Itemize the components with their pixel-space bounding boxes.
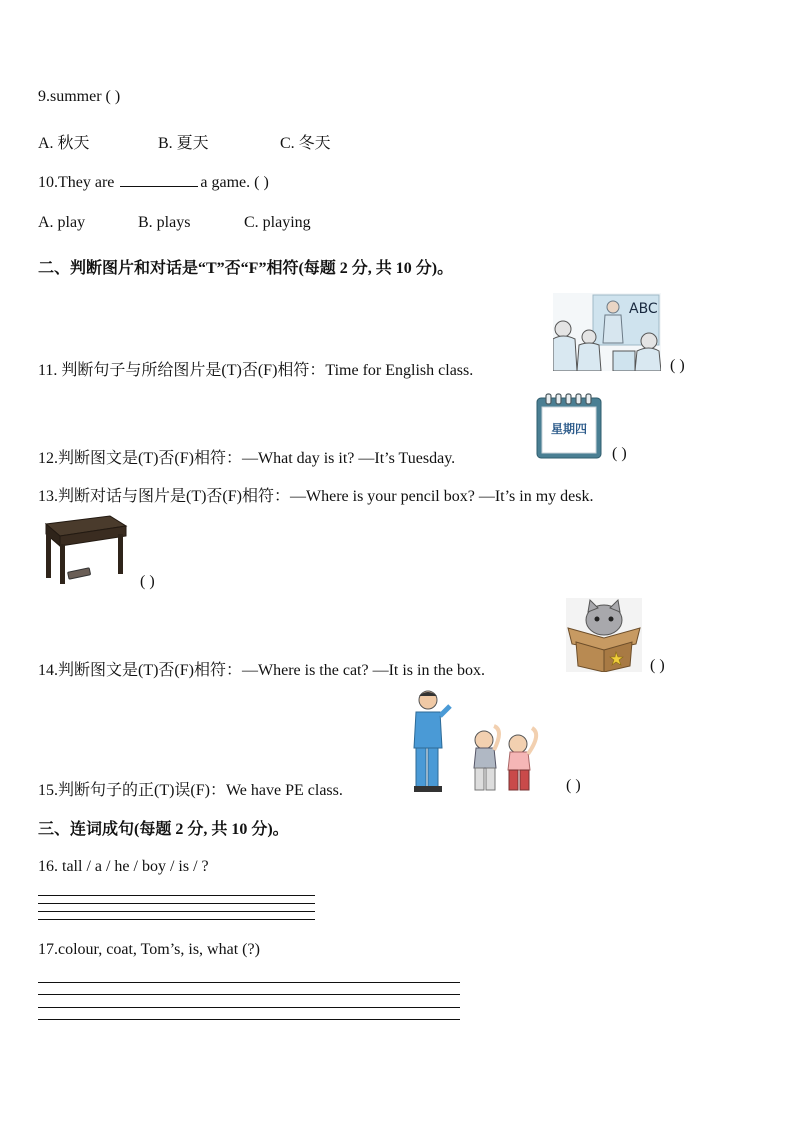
q14-text: 14.判断图文是(T)否(F)相符：—Where is the cat? —It is in the box.: [38, 662, 486, 679]
q14-answer-paren[interactable]: ( ): [650, 657, 665, 674]
q15-text: 15.判断句子的正(T)误(F)：We have PE class.: [38, 782, 343, 799]
board-text: ABC: [629, 301, 658, 317]
section2-heading: 二、判断图片和对话是“T”否“F”相符(每题 2 分, 共 10 分)。: [38, 260, 454, 277]
q17-writing-line[interactable]: [38, 994, 460, 995]
classroom-illustration: [553, 293, 661, 371]
calendar-icon: [536, 393, 602, 459]
q10-blank[interactable]: [120, 172, 198, 187]
q13-answer-paren[interactable]: ( ): [140, 573, 155, 590]
section3-heading: 三、连词成句(每题 2 分, 共 10 分)。: [38, 821, 289, 838]
q10-stem-post: a game. ( ): [200, 174, 269, 191]
q13-text: 13.判断对话与图片是(T)否(F)相符：—Where is your pencil box? —It’s in my desk.: [38, 488, 594, 505]
q12-answer-paren[interactable]: ( ): [612, 445, 627, 462]
q16-text: 16. tall / a / he / boy / is / ?: [38, 858, 209, 875]
q10-option-c: C. playing: [244, 214, 311, 231]
q10-stem-pre: 10.They are: [38, 174, 119, 191]
q17-writing-line[interactable]: [38, 1019, 460, 1020]
q12-text: 12.判断图文是(T)否(F)相符：—What day is it? —It’s Tuesday.: [38, 450, 456, 467]
q17-writing-line[interactable]: [38, 982, 460, 983]
q16-writing-line[interactable]: [38, 895, 315, 896]
q16-writing-line[interactable]: [38, 919, 315, 920]
q9-option-b: B. 夏天: [158, 135, 209, 152]
calendar-text: 星期四: [550, 422, 588, 436]
q15-answer-paren[interactable]: ( ): [566, 777, 581, 794]
q11-answer-paren[interactable]: ( ): [670, 357, 685, 374]
q16-writing-line[interactable]: [38, 903, 315, 904]
cat-in-box-illustration: [566, 598, 642, 672]
q9-option-a: A. 秋天: [38, 135, 90, 152]
q17-text: 17.colour, coat, Tom’s, is, what (?): [38, 941, 260, 958]
q11-text: 11. 判断句子与所给图片是(T)否(F)相符：Time for English class.: [38, 362, 474, 379]
desk-illustration: [40, 514, 128, 586]
q9-option-c: C. 冬天: [280, 135, 331, 152]
q17-writing-line[interactable]: [38, 1007, 460, 1008]
q16-writing-line[interactable]: [38, 911, 315, 912]
q10-option-b: B. plays: [138, 214, 191, 231]
q10-option-a: A. play: [38, 214, 86, 231]
pe-class-illustration: [408, 688, 550, 794]
q9-stem: 9.summer ( ): [38, 88, 121, 105]
q10-stem: [38, 172, 269, 192]
